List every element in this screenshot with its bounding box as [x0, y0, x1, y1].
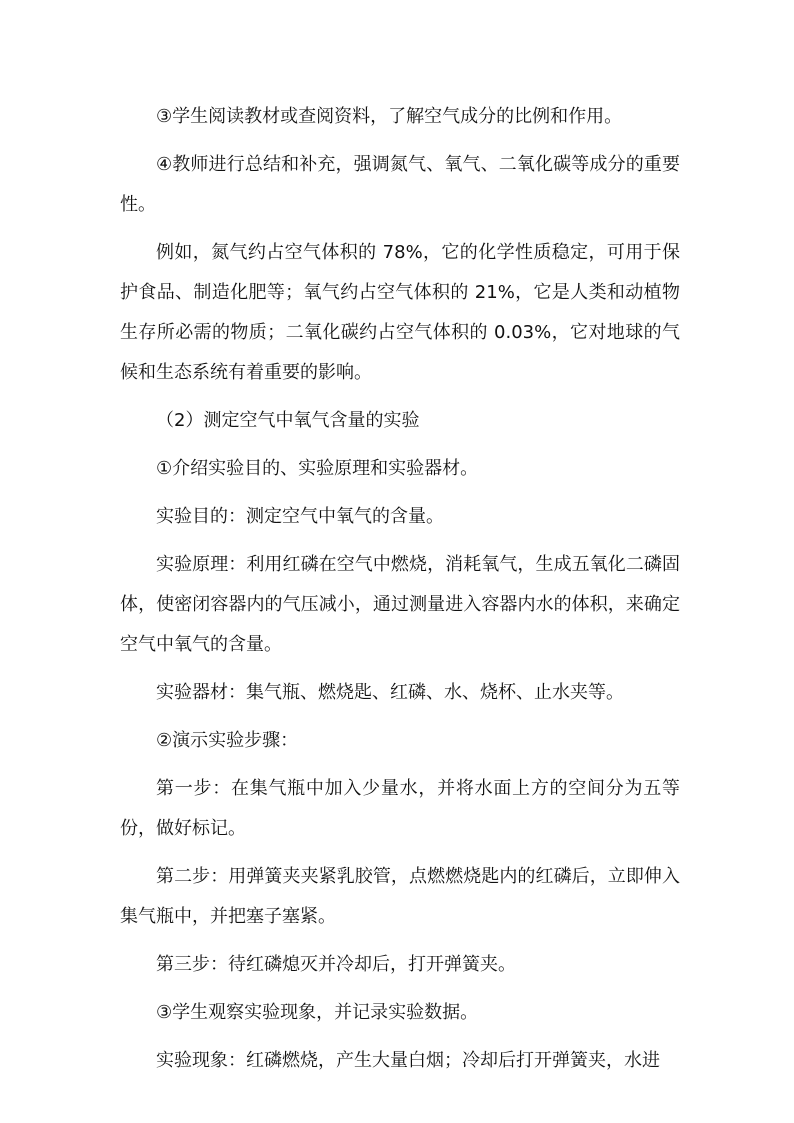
paragraph-air-composition-example: 例如，氮气约占空气体积的 78%，它的化学性质稳定，可用于保护食品、制造化肥等；氧气约占空气体积的 21%，它是人类和动植物生存所必需的物质；二氧化碳约占空气体积的 0.03%，它对地球的气候和生态系统有着重要的影响。	[120, 242, 680, 383]
document-body	[120, 97, 680, 1089]
paragraph-demo-steps: ②演示实验步骤：	[156, 730, 299, 751]
paragraph-student-reading: ③学生阅读教材或查阅资料，了解空气成分的比例和作用。	[156, 106, 623, 127]
paragraph-step-three: 第三步：待红磷熄灭并冷却后，打开弹簧夹。	[156, 954, 516, 975]
paragraph-experiment-phenomenon: 实验现象：红磷燃烧，产生大量白烟；冷却后打开弹簧夹，水进	[156, 1050, 660, 1071]
paragraph-teacher-summary: ④教师进行总结和补充，强调氮气、氧气、二氧化碳等成分的重要性。	[120, 154, 680, 215]
paragraph-experiment-purpose: 实验目的：测定空气中氧气的含量。	[156, 506, 444, 527]
section-heading-oxygen-experiment: （2）测定空气中氧气含量的实验	[156, 410, 420, 431]
paragraph-step-one: 第一步：在集气瓶中加入少量水，并将水面上方的空间分为五等份，做好标记。	[120, 778, 680, 839]
paragraph-experiment-equipment: 实验器材：集气瓶、燃烧匙、红磷、水、烧杯、止水夹等。	[156, 682, 624, 703]
paragraph-observe-record: ③学生观察实验现象，并记录实验数据。	[156, 1002, 479, 1023]
paragraph-introduce-experiment: ①介绍实验目的、实验原理和实验器材。	[156, 458, 479, 479]
paragraph-experiment-principle: 实验原理：利用红磷在空气中燃烧，消耗氧气，生成五氧化二磷固体，使密闭容器内的气压减小，通过测量进入容器内水的体积，来确定空气中氧气的含量。	[120, 554, 680, 655]
paragraph-step-two: 第二步：用弹簧夹夹紧乳胶管，点燃燃烧匙内的红磷后，立即伸入集气瓶中，并把塞子塞紧。	[120, 866, 680, 927]
